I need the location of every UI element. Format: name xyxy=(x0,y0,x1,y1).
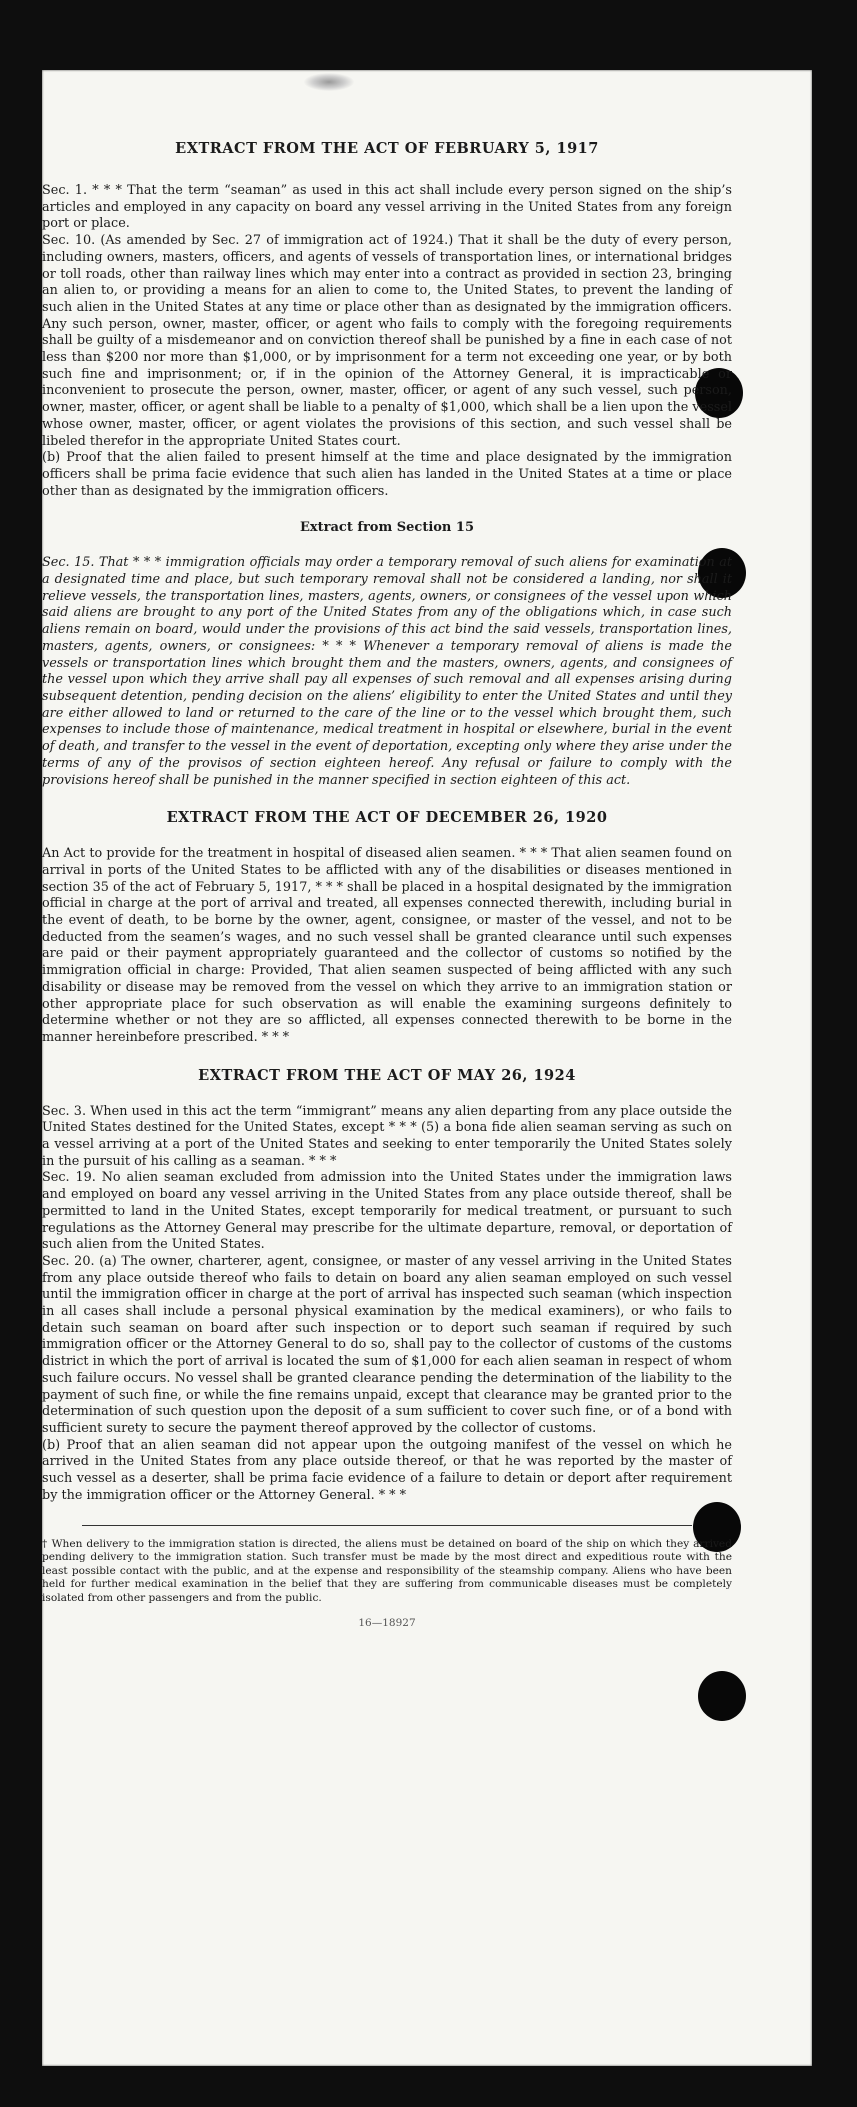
paragraph-act-1920: An Act to provide for the treatment in hospital of diseased alien seamen. * * * That alien seamen found on arrival in ports of the United States to be afflicted with any of the disabilities or diseases mentioned in section 35 of the act of February 5, 1917, * * * shall be placed in a hospital designated by the immigration official in charge at the port of arrival and treated, all expenses connected therewith, including burial in the event of death, to be borne by the owner, agent, consignee, or master of the vessel, and not to be deducted from the seamen’s wages, and no such vessel shall be granted clearance until such expenses are paid or their payment appropriately guaranteed and the collector of customs so notified by the immigration official in charge: Provided, That alien seamen suspected of being afflicted with any such disability or disease may be removed from the vessel on which they arrive to an immigration station or other appropriate place for such observation as will enable the examining surgeons definitely to determine whether or not they are so afflicted, all expenses connected therewith to be borne in the manner hereinbefore prescribed. * * * xyxy=(42,846,732,1045)
heading-act-1920: EXTRACT FROM THE ACT OF DECEMBER 26, 1920 xyxy=(166,809,608,827)
document-text xyxy=(42,140,732,1629)
paragraph-sec-10-b: (b) Proof that the alien failed to present himself at the time and place designated by the immigration officers shall be prima facie evidence that such alien has landed in the United States at a time or place other than as designated by the immigration officers. xyxy=(42,450,732,499)
paragraph-sec-10: Sec. 10. (As amended by Sec. 27 of immigration act of 1924.) That it shall be the duty of every person, including owners, masters, officers, and agents of vessels of transportation lines, or international bridges or toll roads, other than railway lines which may enter into a contract as provided in section 23, bringing an alien to, or providing a means for an alien to come to, the United States, to prevent the landing of such alien in the United States at any time or place other than as designated by the immigration officers. Any such person, owner, master, officer, or agent who fails to comply with the foregoing requirements shall be guilty of a misdemeanor and on conviction thereof shall be punished by a fine in each case of not less than $200 nor more than $1,000, or by imprisonment for a term not exceeding one year, or by both such fine and imprisonment; or, if in the opinion of the Attorney General, it is impracticable or inconvenient to prosecute the person, owner, master, officer, or agent of any such vessel, such person, owner, master, officer, or agent shall be liable to a penalty of $1,000, which shall be a lien upon the vessel whose owner, master, officer, or agent violates the provisions of this section, and such vessel shall be libeled therefor in the appropriate United States court. xyxy=(42,233,732,449)
print-code: 16—18927 xyxy=(358,1617,416,1630)
paragraph-sec-20-b: (b) Proof that an alien seaman did not appear upon the outgoing manifest of the vessel on which he arrived in the United States from any place outside thereof, or that he was reported by the master of such vessel as a deserter, shall be prima facie evidence of a failure to detain or deport after requirement by the immigration officer or the Attorney General. * * * xyxy=(42,1437,732,1503)
paragraph-sec-19: Sec. 19. No alien seaman excluded from admission into the United States under the immigration laws and employed on board any vessel arriving in the United States from any place outside thereof, shall be permitted to land in the United States, except temporarily for medical treatment, or pursuant to such regulations as the Attorney General may prescribe for the ultimate departure, removal, or deportation of such alien from the United States. xyxy=(42,1170,732,1253)
paragraph-sec-1: Sec. 1. * * * That the term “seaman” as used in this act shall include every person signed on the ship’s articles and employed in any capacity on board any vessel arriving in the United States from any foreign port or place. xyxy=(42,183,732,232)
subheading-section-15: Extract from Section 15 xyxy=(299,520,475,536)
punch-hole xyxy=(698,1671,746,1721)
paragraph-sec-3: Sec. 3. When used in this act the term “immigrant” means any alien departing from any place outside the United States destined for the United States, except * * * (5) a bona fide alien seaman serving as such on a vessel arriving at a port of the United States and seeking to enter temporarily the United States solely in the pursuit of his calling as a seaman. * * * xyxy=(42,1103,732,1169)
heading-act-1917: EXTRACT FROM THE ACT OF FEBRUARY 5, 1917 xyxy=(175,140,599,157)
footnote: † When delivery to the immigration station is directed, the aliens must be detained on board of the ship on which they arrived pending delivery to the immigration station. Such transfer must be made by the most direct and expeditious route with the least possible contact with the public, and at the expense and responsibility of the steamship company. Aliens who have been held for further medical examination in the belief that they are suffering from communicable diseases must be completely isolated from other passengers and from the public. xyxy=(42,1537,732,1604)
paragraph-sec-15: Sec. 15. That * * * immigration officials may order a temporary removal of such aliens for examination at a designated time and place, but such temporary removal shall not be considered a landing, nor shall it relieve vessels, the transportation lines, masters, agents, owners, or consignees of the vessel upon which said aliens are brought to any port of the United States from any of the obligations which, in case such aliens remain on board, would under the provisions of this act bind the said vessels, transportation lines, masters, agents, owners, or consignees: * * * Whenever a temporary removal of aliens is made the vessels or transportation lines which brought them and the masters, owners, agents, and consignees of the vessel upon which they arrive shall pay all expenses of such removal and all expenses arising during subsequent detention, pending decision on the aliens’ eligibility to enter the United States and until they are either allowed to land or returned to the care of the line or to the vessel which brought them, such expenses to include those of maintenance, medical treatment in hospital or elsewhere, burial in the event of death, and transfer to the vessel in the event of deportation, excepting only where they arise under the terms of any of the provisos of section eighteen hereof. Any refusal or failure to comply with the provisions hereof shall be punished in the manner specified in section eighteen of this act. xyxy=(42,555,732,788)
heading-act-1924: EXTRACT FROM THE ACT OF MAY 26, 1924 xyxy=(198,1066,576,1084)
paragraph-sec-20: Sec. 20. (a) The owner, charterer, agent, consignee, or master of any vessel arriving in the United States from any place outside thereof who fails to detain on board any alien seaman employed on such vessel until the immigration officer in charge at the port of arrival has inspected such seaman (which inspection in all cases shall include a personal physical examination by the medical examiners), or who fails to detain such seaman on board after such inspection or to deport such seaman if required by such immigration officer or the Attorney General to do so, shall pay to the collector of customs of the customs district in which the port of arrival is located the sum of $1,000 for each alien seaman in respect of whom such failure occurs. No vessel shall be granted clearance pending the determination of the liability to the payment of such fine, or while the fine remains unpaid, except that clearance may be granted prior to the determination of such question upon the deposit of a sum sufficient to cover such fine, or of a bond with sufficient surety to secure the payment thereof approved by the collector of customs. xyxy=(42,1253,732,1436)
paper-tear-mark xyxy=(304,73,354,91)
